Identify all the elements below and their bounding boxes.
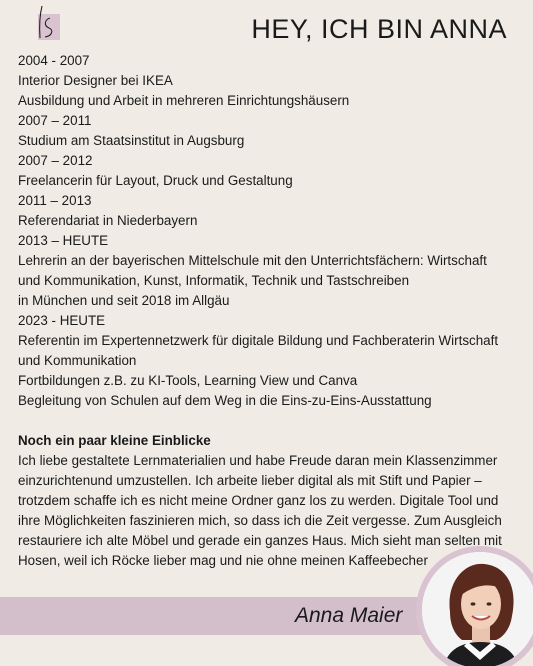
- cv-line: Referentin im Expertennetzwerk für digitale Bildung und Fachberaterin Wirtschaft: [18, 333, 499, 348]
- portrait-photo: [422, 552, 533, 666]
- cv-line: 2004 - 2007: [18, 53, 90, 68]
- monogram-logo-icon: [30, 4, 62, 42]
- cv-line: 2013 – HEUTE: [18, 233, 109, 248]
- insights-line: Ich liebe gestaltete Lernmaterialien und habe Freude daran mein Klassenzimmer: [18, 453, 498, 468]
- cv-timeline: [18, 51, 530, 411]
- insights-line: Hosen, weil ich Röcke lieber mag und nie ohne meinen Kaffeebecher: [18, 553, 428, 568]
- cv-line: 2007 – 2012: [18, 153, 93, 168]
- insights-heading: Noch ein paar kleine Einblicke: [18, 433, 211, 448]
- cv-line: 2023 - HEUTE: [18, 313, 106, 328]
- cv-line: Fortbildungen z.B. zu KI-Tools, Learning View und Canva: [18, 373, 358, 388]
- cv-line: Freelancerin für Layout, Druck und Gestaltung: [18, 173, 293, 188]
- cv-line: Interior Designer bei IKEA: [18, 73, 173, 88]
- cv-line: und Kommunikation, Kunst, Informatik, Technik und Tastschreiben: [18, 273, 410, 288]
- cv-line: 2007 – 2011: [18, 113, 92, 128]
- cv-line: und Kommunikation: [18, 353, 137, 368]
- insights-line: restauriere ich alte Möbel und gerade ein ganzes Haus. Mich sieht man selten mit: [18, 533, 502, 548]
- author-name: Anna Maier: [295, 604, 403, 627]
- portrait-illustration: [422, 552, 533, 666]
- insights-line: einzurichtenund umzustellen. Ich arbeite lieber digital als mit Stift und Papier –: [18, 473, 482, 488]
- insights-line: trotzdem schaffe ich es nicht meine Ordner ganz los zu werden. Digitale Tool und: [18, 493, 499, 508]
- cv-line: Studium am Staatsinstitut in Augsburg: [18, 133, 245, 148]
- logo-signature: [30, 4, 62, 44]
- cv-line: 2011 – 2013: [18, 193, 92, 208]
- cv-line: Ausbildung und Arbeit in mehreren Einrichtungshäusern: [18, 93, 350, 108]
- page-title: HEY, ICH BIN ANNA: [251, 14, 507, 44]
- insights-line: ihre Möglichkeiten faszinieren mich, so dass ich die Zeit vergesse. Zum Ausgleich: [18, 513, 502, 528]
- cv-line: Begleitung von Schulen auf dem Weg in die Eins-zu-Eins-Ausstattung: [18, 393, 432, 408]
- cv-line: in München und seit 2018 im Allgäu: [18, 293, 230, 308]
- cv-line: Referendariat in Niederbayern: [18, 213, 198, 228]
- cv-line: Lehrerin an der bayerischen Mittelschule mit den Unterrichtsfächern: Wirtschaft: [18, 253, 487, 268]
